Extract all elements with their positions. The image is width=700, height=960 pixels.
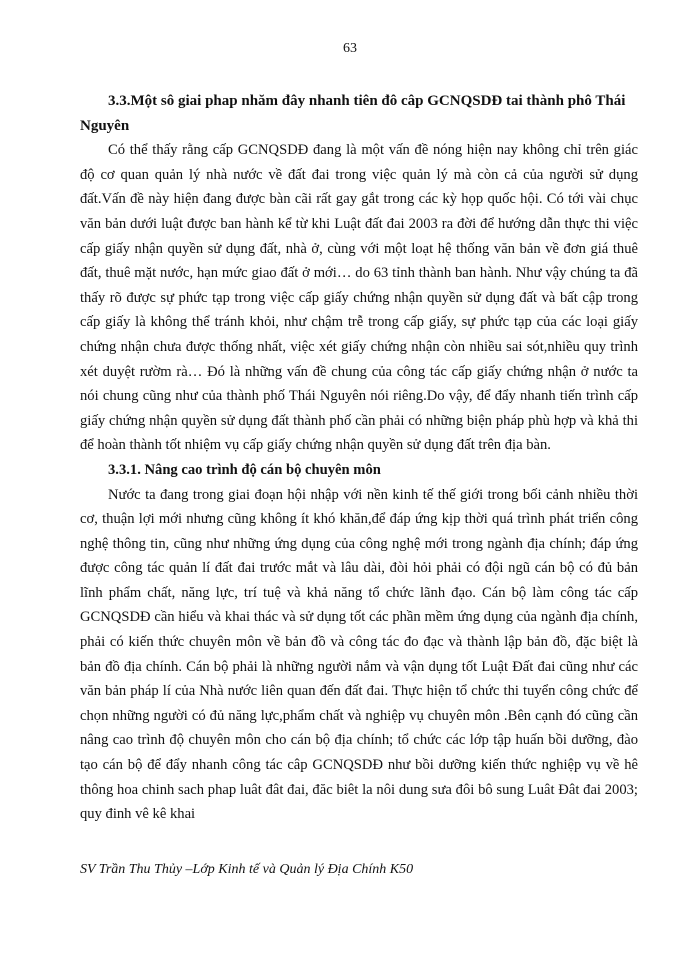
subsection-heading: 3.3.1. Nâng cao trình độ cán bộ chuyên môn [108,461,381,478]
document-body [80,89,638,827]
page-footer: SV Trần Thu Thủy –Lớp Kinh tế và Quản lý Địa Chính K50 [80,862,414,877]
page-number: 63 [343,41,357,56]
subsection-paragraph: Nước ta đang trong giai đoạn hội nhập với nền kinh tế thế giới trong bối cảnh nhiều thời cơ, thuận lợi mới nhưng cũng không ít khó khăn,để đáp ứng kịp thời quá trình phát triển công nghệ thông tin, cũng như những ứng dụng của công nghệ mới trong ngành địa chính; đáp ứng được công tác quản lí đất đai trước mắt và lâu dài, đòi hỏi phải có đội ngũ cán bộ có đủ bản lĩnh phẩm chất, năng lực, trí tuệ và khả năng tổ chức lãnh đạo. Cán bộ làm công tác cấp GCNQSDĐ cần hiểu và khai thác và sử dụng tốt các phần mềm ứng dụng của ngành địa chính, phải có kiến thức chuyên môn về bản đồ và công tác đo đạc và thành lập bản đồ, đặc biệt là bản đồ địa chính. Cán bộ phải là những người nắm và vận dụng tốt Luật Đất đai cũng như các văn bản pháp lí của Nhà nước liên quan đến đất đai. Thực hiện tổ chức thi tuyển công chức để chọn những người có đủ năng lực,phẩm chất và nghiệp vụ chuyên môn .Bên cạnh đó cũng cần nâng cao trình độ chuyên môn cho cán bộ địa chính; tổ chức các lớp tập huấn bồi dưỡng, đào tạo cán bộ để đẩy nhanh công tác câp GCNQSDĐ như bồi dưỡng kiến thức nghiệp vụ về hê thông hoa chinh sach phap luât đât đai, đăc biêt la nôi dung sưa đôi bô sung Luât Đât đai 2003; quy đinh vê kê khai [80,486,638,823]
section-heading: 3.3.Một sô giai phap nhăm đây nhanh tiên đô câp GCNQSDĐ tai thành phô Thái Nguyên [80,93,626,134]
section-paragraph: Có thể thấy rằng cấp GCNQSDĐ đang là một vấn đề nóng hiện nay không chỉ trên giác độ cơ quan quản lý nhà nước về đất đai trong việc quản lý mà còn cả của người sử dụng đất.Vấn đề này hiện đang được bàn cãi rất gay gắt trong các kỳ họp quốc hội. Có tới vài chục văn bản dưới luật được ban hành kể từ khi Luật đất đai 2003 ra đời để hướng dẫn thực thi việc cấp giấy nhận quyền sử dụng đất, nhà ở, cùng với một loạt hệ thống văn bản về đơn giá thuê đất, thuê mặt nước, hạn mức giao đất ở mới… do 63 tỉnh thành ban hành. Như vậy chúng ta đã thấy rõ được sự phức tạp trong việc cấp giấy chứng nhận quyền sử dụng đất và bất cập trong cấp giấy là không thể tránh khỏi, như chậm trễ trong cấp giấy, sự phức tạp của các loại giấy chứng nhận chưa được thống nhất, việc xét giấy chứng nhận còn nhiều sai sót,nhiều quy trình xét duyệt rườm rà… Đó là những vấn đề chung của công tác cấp giấy chứng nhận ở nước ta nói chung cũng như của thành phố Thái Nguyên nói riêng.Do vậy, để đẩy nhanh tiến trình cấp giấy chứng nhận quyền sử dụng đất thành phố cần phải có những biện pháp phù hợp và khả thi để hoàn thành tốt nhiệm vụ cấp giấy chứng nhận quyền sử dụng đất trên địa bàn. [80,142,638,454]
